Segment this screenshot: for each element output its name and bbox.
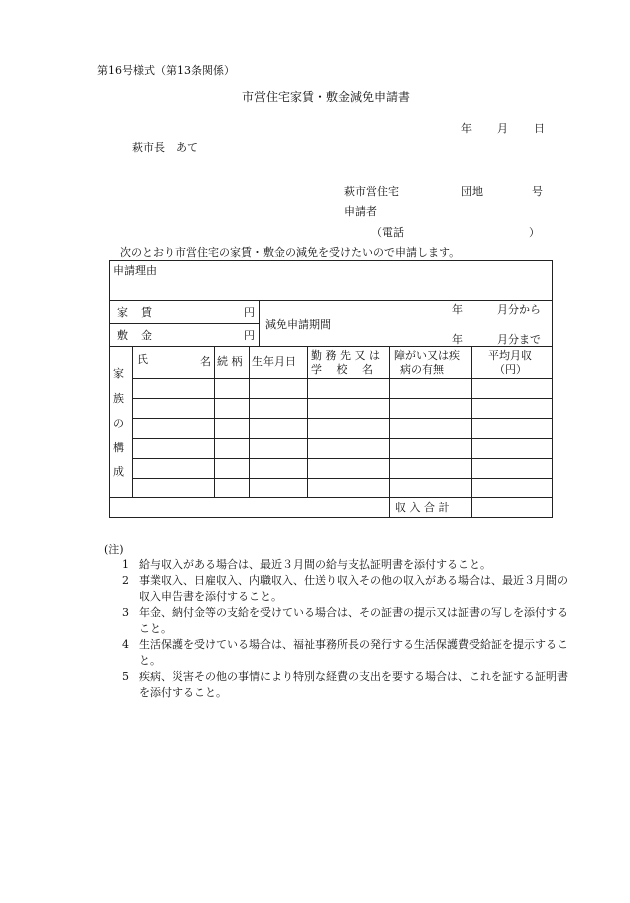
col-birth: 生年月日	[252, 355, 296, 368]
col-disability-1: 障がい又は疾	[394, 349, 460, 362]
table-line	[109, 497, 553, 498]
table-line	[109, 323, 259, 324]
deposit-label-2: 金	[141, 329, 152, 342]
note-item	[104, 605, 570, 637]
rent-unit: 円	[244, 306, 255, 319]
table-line	[389, 346, 390, 518]
note-number: 3	[122, 606, 129, 619]
page-title: 市営住宅家賃・敷金減免申請書	[242, 90, 411, 104]
col-work-1: 勤 務 先 又 は	[311, 349, 380, 362]
deposit-unit: 円	[244, 329, 255, 342]
rent-label-1: 家	[117, 306, 128, 319]
table-frame	[109, 260, 553, 518]
family-label-char: 成	[113, 465, 124, 478]
table-line	[132, 458, 553, 459]
date-month-label: 月	[497, 122, 508, 135]
note-number: 2	[122, 574, 129, 587]
note-text: 年金、納付金等の支給を受けている場合は、その証書の提示又は証書の写しを添付すること。	[139, 606, 568, 635]
note-text: 生活保護を受けている場合は、福祉事務所長の発行する生活保護費受給証を提示すること。	[139, 638, 568, 667]
phone-label: （電話	[371, 226, 404, 239]
note-item	[104, 557, 570, 573]
family-label-char: 構	[113, 441, 124, 454]
deposit-label-1: 敷	[117, 329, 128, 342]
table-line	[132, 398, 553, 399]
note-text: 給与収入がある場合は、最近３月間の給与支払証明書を添付すること。	[139, 558, 491, 571]
note-item	[104, 573, 570, 605]
table-line	[132, 346, 133, 497]
period-to-year: 年	[452, 333, 463, 346]
table-line	[132, 378, 553, 379]
col-income-1: 平均月収	[488, 349, 532, 362]
table-line	[259, 300, 260, 346]
date-year-label: 年	[461, 122, 472, 135]
table-line	[132, 478, 553, 479]
date-day-label: 日	[534, 122, 545, 135]
intro-text: 次のとおり市営住宅の家賃・敷金の減免を受けたいので申請します。	[120, 246, 461, 259]
addressee: 萩市長 あて	[132, 141, 198, 154]
note-number: 4	[122, 638, 129, 651]
note-number: 5	[122, 670, 129, 683]
family-label-char: 家	[113, 367, 124, 380]
phone-close: ）	[529, 226, 540, 239]
period-to-month: 月分まで	[497, 333, 541, 346]
note-item	[104, 637, 570, 669]
col-relation: 続 柄	[217, 355, 243, 368]
col-name-2: 名	[200, 355, 211, 368]
income-total-label: 収 入 合 計	[395, 501, 450, 514]
period-from-month: 月分から	[497, 303, 541, 316]
rent-label-2: 賃	[141, 306, 152, 319]
table-line	[249, 346, 250, 497]
family-label-char: の	[113, 417, 124, 430]
table-line	[132, 438, 553, 439]
note-number: 1	[122, 558, 129, 571]
note-item	[104, 669, 570, 701]
col-disability-2: 病の有無	[400, 363, 444, 376]
table-line	[109, 346, 553, 347]
col-income-2: （円）	[494, 363, 527, 376]
table-line	[307, 346, 308, 497]
period-label: 減免申請期間	[265, 318, 331, 331]
note-text: 事業収入、日雇収入、内職収入、仕送り収入その他の収入がある場合は、最近３月間の収入申告書を添付すること。	[139, 574, 568, 603]
room-number-label: 号	[532, 185, 543, 198]
col-work-2: 学 校 名	[311, 363, 373, 376]
danchi-label: 団地	[461, 185, 483, 198]
reason-label: 申請理由	[113, 264, 157, 277]
table-line	[214, 346, 215, 497]
col-name-1: 氏	[137, 353, 148, 366]
table-line	[109, 300, 553, 301]
family-label-char: 族	[113, 392, 124, 405]
notes-heading: (注)	[104, 543, 124, 556]
table-line	[132, 418, 553, 419]
table-line	[471, 346, 472, 518]
housing-label: 萩市営住宅	[344, 185, 399, 198]
applicant-label: 申請者	[344, 205, 377, 218]
period-from-year: 年	[452, 303, 463, 316]
note-text: 疾病、災害その他の事情により特別な経費の支出を要する場合は、これを証する証明書を添付すること。	[139, 670, 568, 699]
form-number: 第16号様式（第13条関係）	[97, 64, 235, 77]
